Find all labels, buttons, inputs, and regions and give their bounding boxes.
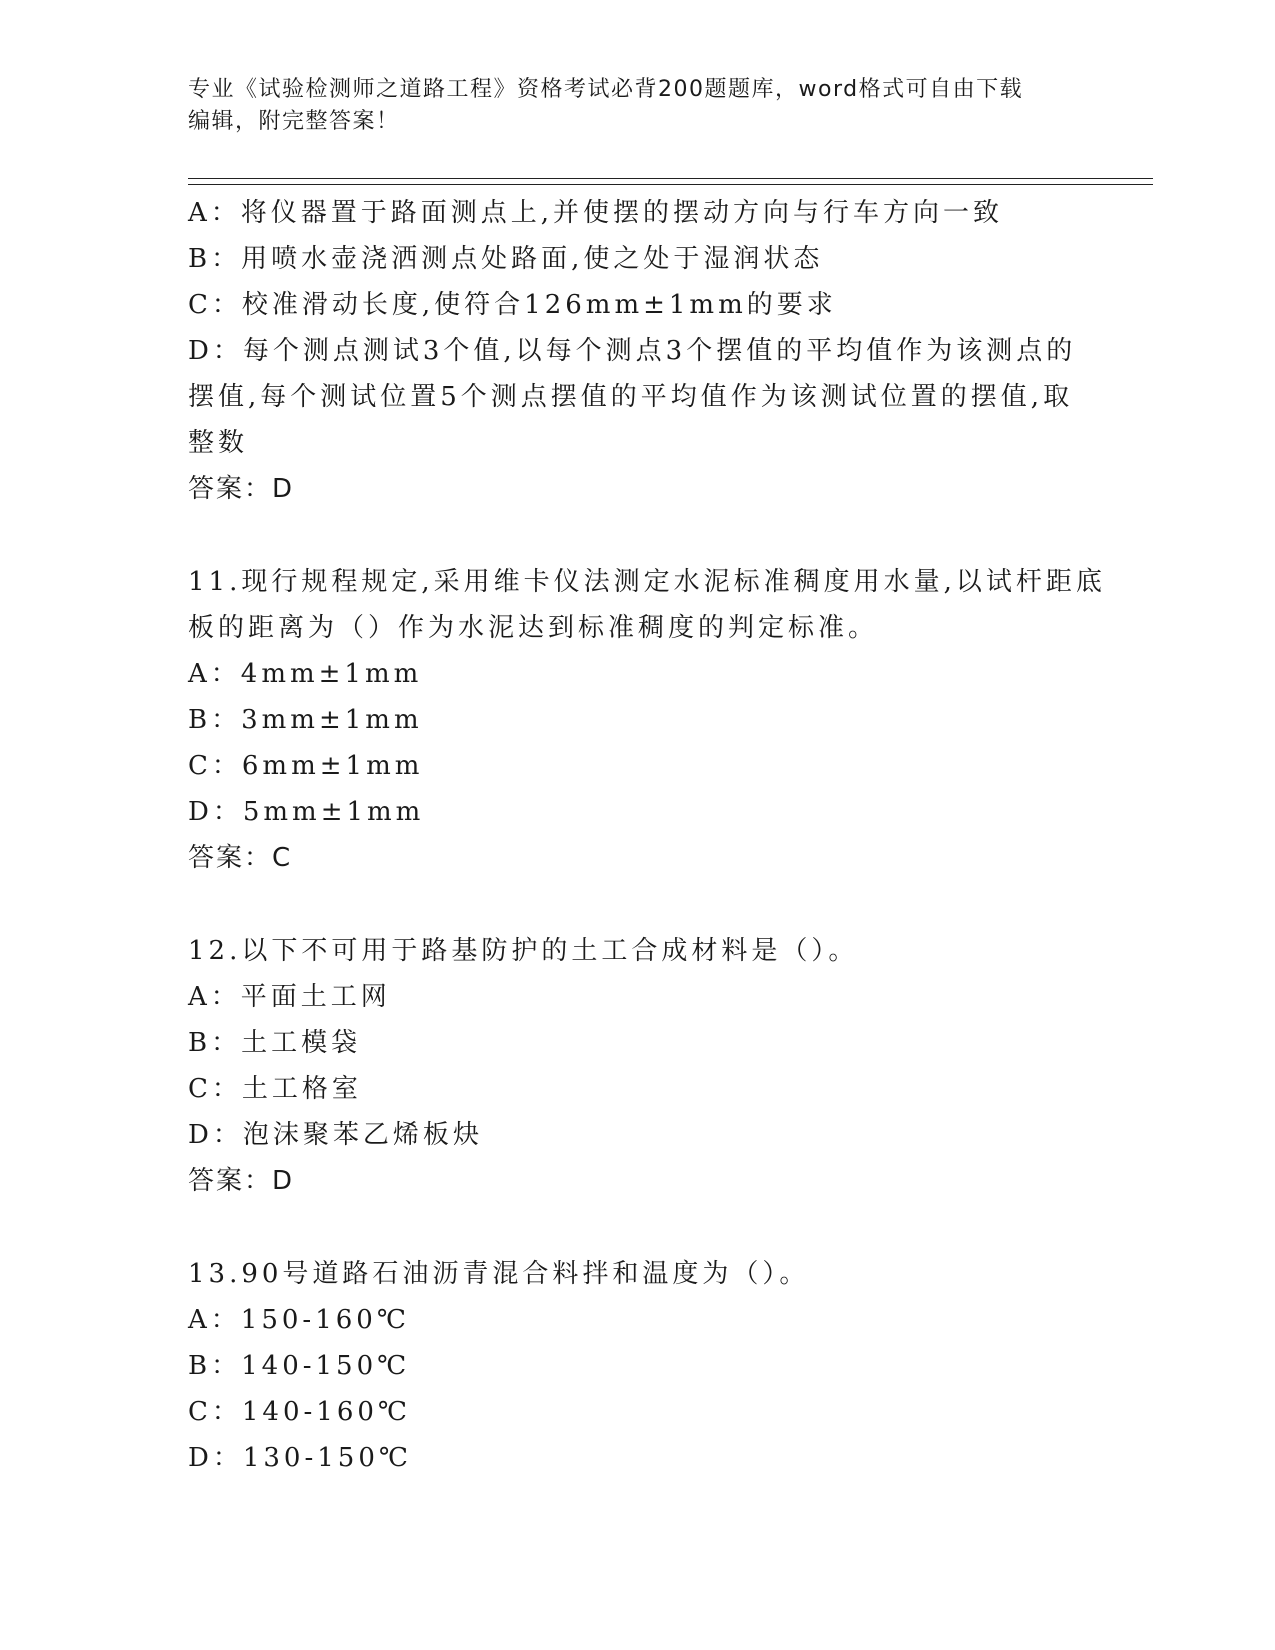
q12-stem: 12.以下不可用于路基防护的土工合成材料是（）。 (188, 936, 859, 966)
header-rule-top (188, 178, 1153, 179)
q11-option-c: C：6mm±1mm (188, 751, 424, 781)
q11-stem-line-1: 11.现行规程规定,采用维卡仪法测定水泥标准稠度用水量,以试杆距底 (188, 567, 1106, 597)
header-line-2: 编辑，附完整答案！ (188, 109, 400, 134)
q13-option-d: D：130-150℃ (188, 1443, 412, 1473)
q10-option-c: C：校准滑动长度,使符合126mm±1mm的要求 (188, 290, 837, 320)
document-header (188, 74, 1068, 138)
spacer (188, 881, 1088, 928)
question-13 (188, 1251, 1088, 1481)
q11-stem-line-2: 板的距离为（）作为水泥达到标准稠度的判定标准。 (188, 613, 879, 643)
q11-option-a: A：4mm±1mm (188, 659, 423, 689)
spacer (188, 512, 1088, 559)
q13-option-b: B：140-150℃ (188, 1351, 411, 1381)
header-rule-bottom (188, 184, 1153, 185)
q13-stem: 13.90号道路石油沥青混合料拌和温度为（）。 (188, 1259, 810, 1289)
q10-option-d-line-3: 整数 (188, 428, 249, 458)
q10-option-d-line-1: D：每个测点测试3个值,以每个测点3个摆值的平均值作为该测点的 (188, 336, 1077, 366)
q13-option-a: A：150-160℃ (188, 1305, 410, 1335)
question-12 (188, 928, 1088, 1204)
q11-answer: 答案：C (188, 843, 293, 873)
q12-option-b: B：土工模袋 (188, 1028, 362, 1058)
q12-option-a: A：平面土工网 (188, 982, 391, 1012)
q10-option-a: A：将仪器置于路面测点上,并使摆的摆动方向与行车方向一致 (188, 198, 1004, 228)
q13-option-c: C：140-160℃ (188, 1397, 412, 1427)
q10-answer: 答案：D (188, 474, 295, 504)
q10-option-d-line-2: 摆值,每个测试位置5个测点摆值的平均值作为该测试位置的摆值,取 (188, 382, 1074, 412)
header-line-1: 专业《试验检测师之道路工程》资格考试必背200题题库，word格式可自由下载 (188, 77, 1024, 102)
q11-option-b: B：3mm±1mm (188, 705, 423, 735)
q11-option-d: D：5mm±1mm (188, 797, 425, 827)
document-body (188, 190, 1106, 1481)
q12-answer: 答案：D (188, 1166, 295, 1196)
spacer (188, 1204, 1088, 1251)
q12-option-c: C：土工格室 (188, 1074, 362, 1104)
question-11 (188, 559, 1106, 881)
q12-option-d: D：泡沫聚苯乙烯板炔 (188, 1120, 483, 1150)
q10-option-b: B：用喷水壶浇洒测点处路面,使之处于湿润状态 (188, 244, 824, 274)
question-10 (188, 190, 1088, 512)
